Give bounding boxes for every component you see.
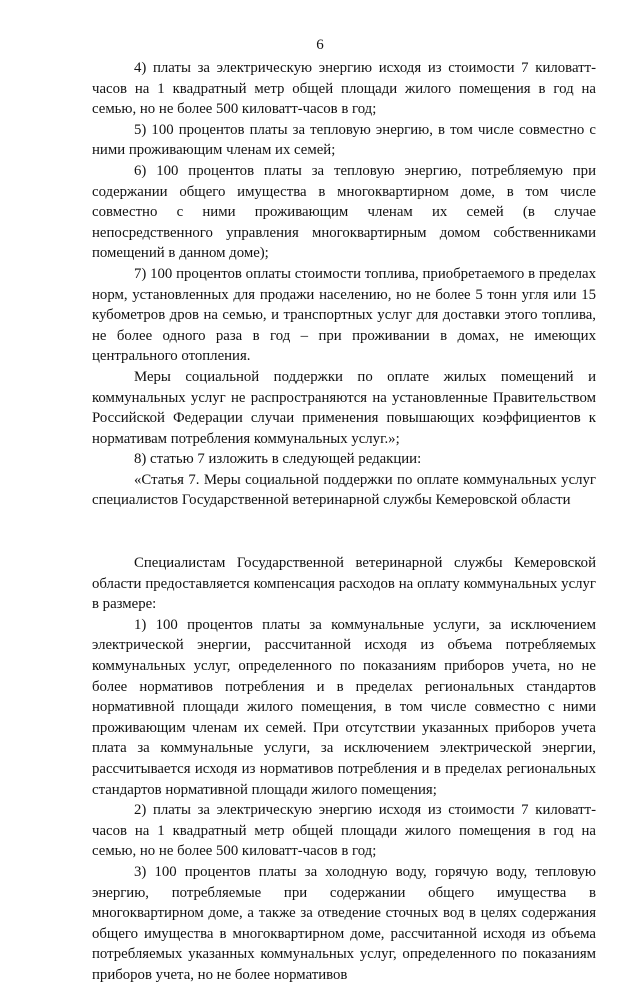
paragraph-comp-item-2: 2) платы за электрическую энергию исходя из стоимости 7 киловатт-часов на 1 квадратный метр общей площади жилого помещения в год на семью, но не более 500 киловатт-часов в год; — [92, 802, 596, 860]
paragraph-item-8: 8) статью 7 изложить в следующей редакции: — [134, 451, 422, 468]
document-body — [92, 58, 596, 986]
paragraph-item-5: 5) 100 процентов платы за тепловую энергию, в том числе совместно с ними проживающим членам их семей; — [92, 121, 596, 159]
paragraph-item-7: 7) 100 процентов оплаты стоимости топлива, приобретаемого в пределах норм, установленных для продажи населению, но не более 5 тонн угля или 15 кубометров дров на семью, и транспортных услуг для доставки этого топлива, не более одного раза в год – при проживании в домах, не имеющих центрального отопления. — [92, 265, 596, 365]
paragraph-comp-item-3: 3) 100 процентов платы за холодную воду, горячую воду, тепловую энергию, потребляемые при содержании общего имущества в многоквартирном доме, а также за отведение сточных вод в целях содержания общего имущества в многоквартирном доме, рассчитанной исходя из объема потребляемых указанных коммунальных услуг, определенного по показаниям приборов учета, но не более нормативов — [92, 863, 596, 983]
heading-spacer — [92, 511, 596, 553]
paragraph-compensation-intro: Специалистам Государственной ветеринарной службы Кемеровской области предоставляется компенсация расходов на оплату коммунальных услуг в размере: — [92, 555, 596, 613]
page-number: 6 — [316, 37, 324, 53]
paragraph-comp-item-1: 1) 100 процентов платы за коммунальные услуги, за исключением электрической энергии, рассчитанной исходя из объема потребляемых коммунальных услуг, определенного по показаниям приборов учета, но не более нормативов потребления и в пределах региональных стандартов нормативной площади жилого помещения, в том числе совместно с ними проживающим членам их семей. При отсутствии указанных приборов учета плата за коммунальные услуги, за исключением электрической энергии, рассчитывается исходя из нормативов потребления и в пределах региональных стандартов нормативной площади жилого помещения; — [92, 616, 596, 798]
paragraph-social-support: Меры социальной поддержки по оплате жилых помещений и коммунальных услуг не распространяются на установленные Правительством Российской Федерации случаи применения повышающих коэффициентов к нормативам потребления коммунальных услуг.»; — [92, 368, 596, 447]
paragraph-item-6: 6) 100 процентов платы за тепловую энергию, потребляемую при содержании общего имущества в многоквартирном доме, в том числе совместно с ними проживающим членам их семей (в случае непосредственного управления многоквартирным домом собственниками помещений в данном доме); — [92, 162, 596, 262]
article-7-heading: «Статья 7. Меры социальной поддержки по оплате коммунальных услуг специалистов Государственной ветеринарной службы Кемеровской области — [92, 471, 596, 509]
paragraph-item-4: 4) платы за электрическую энергию исходя из стоимости 7 киловатт-часов на 1 квадратный метр общей площади жилого помещения в год на семью, но не более 500 киловатт-часов в год; — [92, 60, 596, 118]
